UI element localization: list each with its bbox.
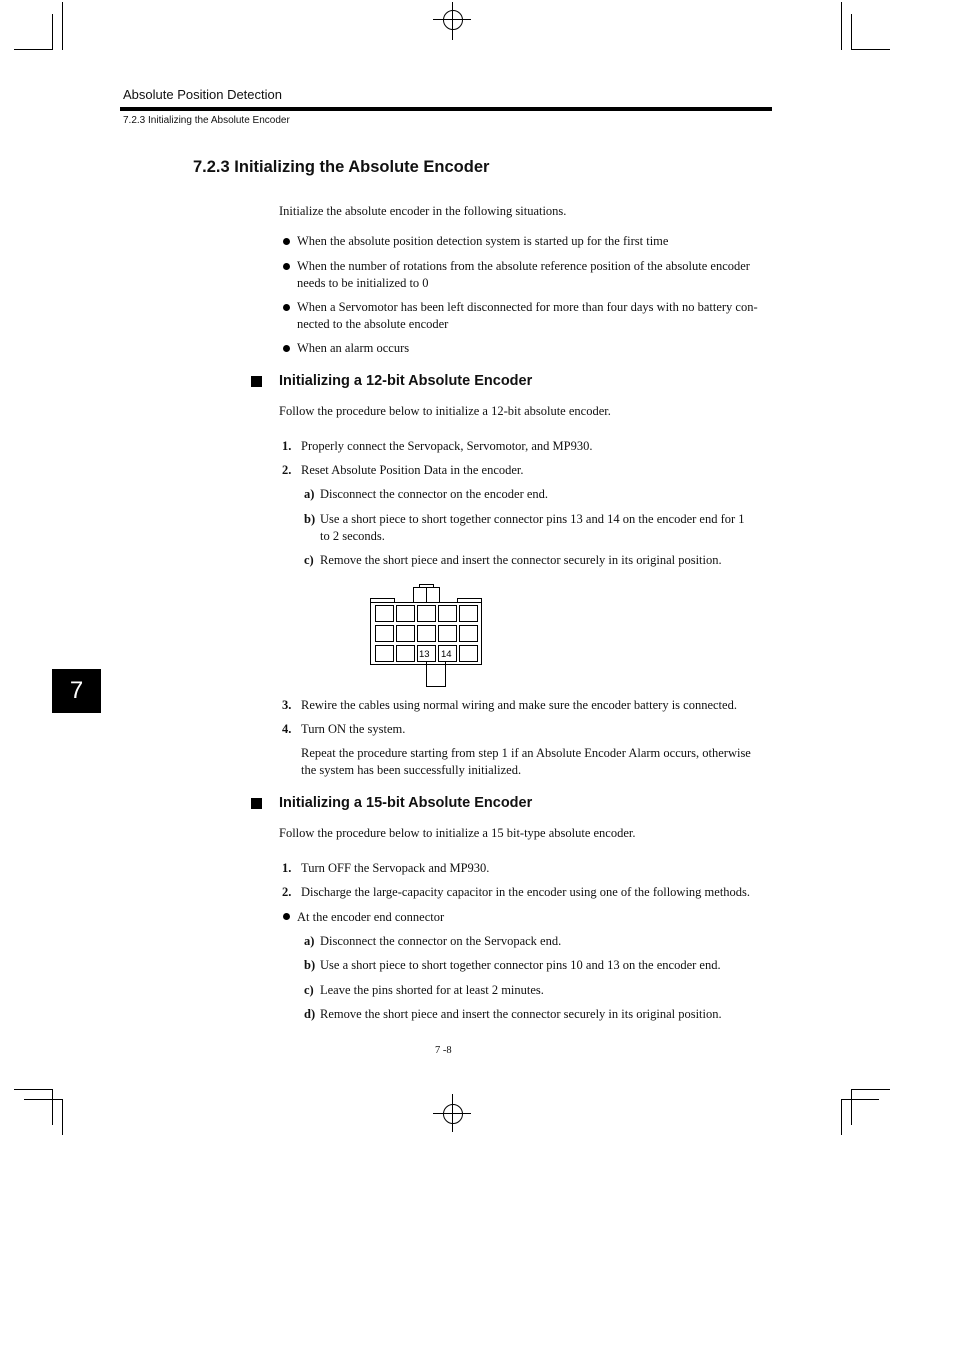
step-number: 4.: [282, 722, 292, 736]
bullet-text: When the absolute position detection system is started up for the first time: [297, 234, 669, 248]
crop-mark: [851, 1089, 852, 1125]
pin-label-14: 14: [441, 649, 452, 660]
note-text-cont: the system has been successfully initialized.: [301, 763, 522, 777]
crop-mark: [14, 1089, 52, 1090]
substep-label: c): [304, 983, 314, 997]
crop-mark: [452, 1094, 453, 1132]
substep-text: Remove the short piece and insert the connector securely in its original position.: [320, 1007, 722, 1021]
substep-text: Use a short piece to short together connector pins 10 and 13 on the encoder end.: [320, 958, 721, 972]
running-header-subtitle: 7.2.3 Initializing the Absolute Encoder: [123, 115, 290, 126]
bullet-icon: [283, 238, 290, 245]
bullet-icon: [283, 263, 290, 270]
substep-label: d): [304, 1007, 316, 1021]
substep-label: b): [304, 958, 316, 972]
crop-mark: [62, 1099, 63, 1135]
substep-text: Disconnect the connector on the encoder end.: [320, 487, 549, 501]
bullet-text: When an alarm occurs: [297, 341, 410, 355]
section-heading: 7.2.3 Initializing the Absolute Encoder: [193, 158, 490, 176]
step-number: 2.: [282, 463, 292, 477]
header-rule: [120, 107, 772, 111]
crop-mark: [852, 49, 890, 50]
subsection-intro: Follow the procedure below to initialize a 15 bit-type absolute encoder.: [279, 826, 636, 840]
connector-tab-left: [371, 599, 395, 603]
connector-diagram: [368, 582, 484, 690]
crop-mark: [841, 2, 842, 50]
registration-mark: [443, 10, 463, 30]
running-header-title: Absolute Position Detection: [123, 87, 282, 102]
step-number: 1.: [282, 439, 292, 453]
bullet-text: At the encoder end connector: [297, 910, 445, 924]
step-text: Rewire the cables using normal wiring and make sure the encoder battery is connected.: [301, 698, 737, 712]
crop-mark: [24, 1099, 62, 1100]
bullet-text: When a Servomotor has been left disconnected for more than four days with no battery con-: [297, 300, 758, 314]
bullet-text: When the number of rotations from the absolute reference position of the absolute encoder: [297, 259, 750, 273]
bullet-icon: [283, 913, 290, 920]
section-intro: Initialize the absolute encoder in the following situations.: [279, 204, 567, 218]
subsection-heading-12bit: Initializing a 12-bit Absolute Encoder: [279, 373, 533, 389]
crop-mark: [52, 14, 53, 50]
page-number: 7 -8: [435, 1045, 452, 1056]
note-text: Repeat the procedure starting from step 1 if an Absolute Encoder Alarm occurs, otherwise: [301, 746, 751, 760]
bullet-text-cont: needs to be initialized to 0: [297, 276, 429, 290]
step-number: 1.: [282, 861, 292, 875]
substep-label: c): [304, 553, 314, 567]
crop-mark: [841, 1099, 879, 1100]
crop-mark: [14, 49, 52, 50]
crop-mark: [62, 2, 63, 50]
crop-mark: [851, 14, 852, 50]
crop-mark: [852, 1089, 890, 1090]
substep-text-cont: to 2 seconds.: [320, 529, 385, 543]
connector-tab-right: [458, 599, 482, 603]
substep-label: a): [304, 487, 315, 501]
step-number: 3.: [282, 698, 292, 712]
step-text: Reset Absolute Position Data in the encoder.: [301, 463, 524, 477]
crop-mark: [452, 2, 453, 40]
substep-label: b): [304, 512, 316, 526]
bullet-text-cont: nected to the absolute encoder: [297, 317, 449, 331]
step-text: Properly connect the Servopack, Servomotor, and MP930.: [301, 439, 593, 453]
bullet-icon: [283, 304, 290, 311]
substep-text: Leave the pins shorted for at least 2 minutes.: [320, 983, 544, 997]
step-number: 2.: [282, 885, 292, 899]
substep-text: Remove the short piece and insert the connector securely in its original position.: [320, 553, 722, 567]
substep-text: Use a short piece to short together connector pins 13 and 14 on the encoder end for 1: [320, 512, 745, 526]
chapter-tab: 7: [52, 669, 101, 713]
crop-mark: [841, 1099, 842, 1135]
short-piece: [427, 662, 446, 687]
step-text: Discharge the large-capacity capacitor in the encoder using one of the following methods.: [301, 885, 751, 899]
step-text: Turn OFF the Servopack and MP930.: [301, 861, 490, 875]
subsection-intro: Follow the procedure below to initialize a 12-bit absolute encoder.: [279, 404, 611, 418]
registration-mark: [443, 1104, 463, 1124]
pin-label-13: 13: [419, 649, 430, 660]
step-text: Turn ON the system.: [301, 722, 406, 736]
crop-mark: [52, 1089, 53, 1125]
subsection-heading-15bit: Initializing a 15-bit Absolute Encoder: [279, 795, 533, 811]
substep-text: Disconnect the connector on the Servopack end.: [320, 934, 562, 948]
square-bullet-icon: [251, 376, 262, 387]
substep-label: a): [304, 934, 315, 948]
connector-latch-top: [420, 585, 434, 588]
square-bullet-icon: [251, 798, 262, 809]
bullet-icon: [283, 345, 290, 352]
